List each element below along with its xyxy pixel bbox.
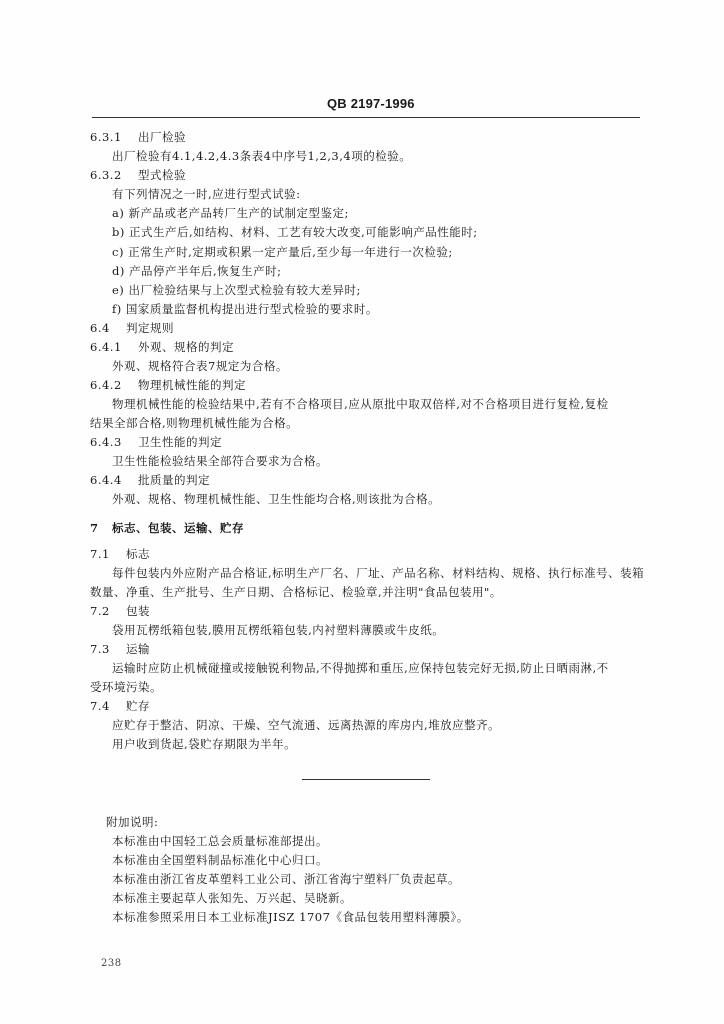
paragraph-line: 外观、规格、物理机械性能、卫生性能均合格,则该批为合格。 [112,492,441,506]
section-number: 7.4 [90,699,110,713]
chapter-heading-7 [90,520,244,536]
section-heading-7-3 [90,641,150,657]
section-title: 型式检验 [138,168,186,182]
paragraph-line: 出厂检验有4.1,4.2,4.3条表4中序号1,2,3,4项的检验。 [112,149,412,163]
section-heading-6-3-1 [90,129,186,145]
page-number: 238 [101,958,122,969]
paragraph-line: 受环境污染。 [90,680,162,694]
section-heading-6-4-3 [90,434,222,450]
section-number: 7.3 [90,642,110,656]
section-title: 出厂检验 [138,130,186,144]
section-number: 6.3.2 [90,168,122,182]
list-item: c) 正常生产时,定期或积累一定产量后,至少每一年进行一次检验; [112,245,453,259]
section-heading-6-4 [90,320,174,336]
section-title: 标志 [126,547,150,561]
chapter-title: 标志、包装、运输、贮存 [112,521,244,535]
note-item: 本标准参照采用日本工业标准JISZ 1707《食品包装用塑料薄膜》。 [112,910,469,924]
standard-code: QB 2197-1996 [327,96,415,111]
chapter-number: 7 [90,521,99,535]
notes-title: 附加说明: [106,815,159,829]
paragraph-line: 外观、规格符合表7规定为合格。 [112,359,288,373]
section-number: 7.2 [90,604,110,618]
note-item: 本标准主要起草人张知先、万兴起、吴晓新。 [112,891,352,905]
paragraph-line: 数量、净重、生产批号、生产日期、合格标记、检验章,并注明"食品包装用"。 [90,585,502,599]
section-heading-7-1 [90,546,150,562]
section-number: 6.4.2 [90,378,122,392]
section-heading-7-4 [90,698,150,714]
header-rule [92,117,640,118]
section-title: 卫生性能的判定 [138,435,222,449]
paragraph-line: 运输时应防止机械碰撞或接触锐利物品,不得抛掷和重压,应保持包装完好无损,防止日晒雨淋,不 [112,661,609,675]
section-heading-6-4-2 [90,377,246,393]
section-number: 6.4 [90,321,110,335]
paragraph-line: 每件包装内外应附产品合格证,标明生产厂名、厂址、产品名称、材料结构、规格、执行标准号、装箱 [112,566,645,580]
section-title: 外观、规格的判定 [138,340,234,354]
note-item: 本标准由全国塑料制品标准化中心归口。 [112,853,328,867]
note-item: 本标准由中国轻工总会质量标准部提出。 [112,834,328,848]
paragraph-line: 结果全部合格,则物理机械性能为合格。 [90,416,299,430]
section-number: 6.4.4 [90,473,122,487]
section-title: 运输 [126,642,150,656]
paragraph-line: 应贮存于整洁、阴凉、干燥、空气流通、远离热源的库房内,堆放应整齐。 [112,718,501,732]
list-item: b) 正式生产后,如结构、材料、工艺有较大改变,可能影响产品性能时; [112,225,478,239]
paragraph-line: 卫生性能检验结果全部符合要求为合格。 [112,454,328,468]
list-item: e) 出厂检验结果与上次型式检验有较大差异时; [112,283,361,297]
section-number: 7.1 [90,547,110,561]
list-item: a) 新产品或老产品转厂生产的试制定型鉴定; [112,206,349,220]
list-item: f) 国家质量监督机构提出进行型式检验的要求时。 [112,302,378,316]
paragraph-line: 物理机械性能的检验结果中,若有不合格项目,应从原批中取双倍样,对不合格项目进行复检,复检 [112,397,609,411]
paragraph-line: 袋用瓦楞纸箱包装,膜用瓦楞纸箱包装,内衬塑料薄膜或牛皮纸。 [112,623,445,637]
note-item: 本标准由浙江省皮革塑料工业公司、浙江省海宁塑料厂负责起草。 [112,872,460,886]
section-title: 判定规则 [126,321,174,335]
section-title: 包装 [126,604,150,618]
section-title: 物理机械性能的判定 [138,378,246,392]
section-title: 贮存 [126,699,150,713]
end-rule [302,779,430,780]
section-heading-6-4-4 [90,472,210,488]
section-heading-6-4-1 [90,339,234,355]
section-number: 6.3.1 [90,130,122,144]
section-number: 6.4.3 [90,435,122,449]
section-number: 6.4.1 [90,340,122,354]
paragraph-line: 有下列情况之一时,应进行型式试验: [112,187,301,201]
section-heading-7-2 [90,603,150,619]
list-item: d) 产品停产半年后,恢复生产时; [112,264,282,278]
section-heading-6-3-2 [90,167,186,183]
paragraph-line: 用户收到货起,袋贮存期限为半年。 [112,737,297,751]
section-title: 批质量的判定 [138,473,210,487]
